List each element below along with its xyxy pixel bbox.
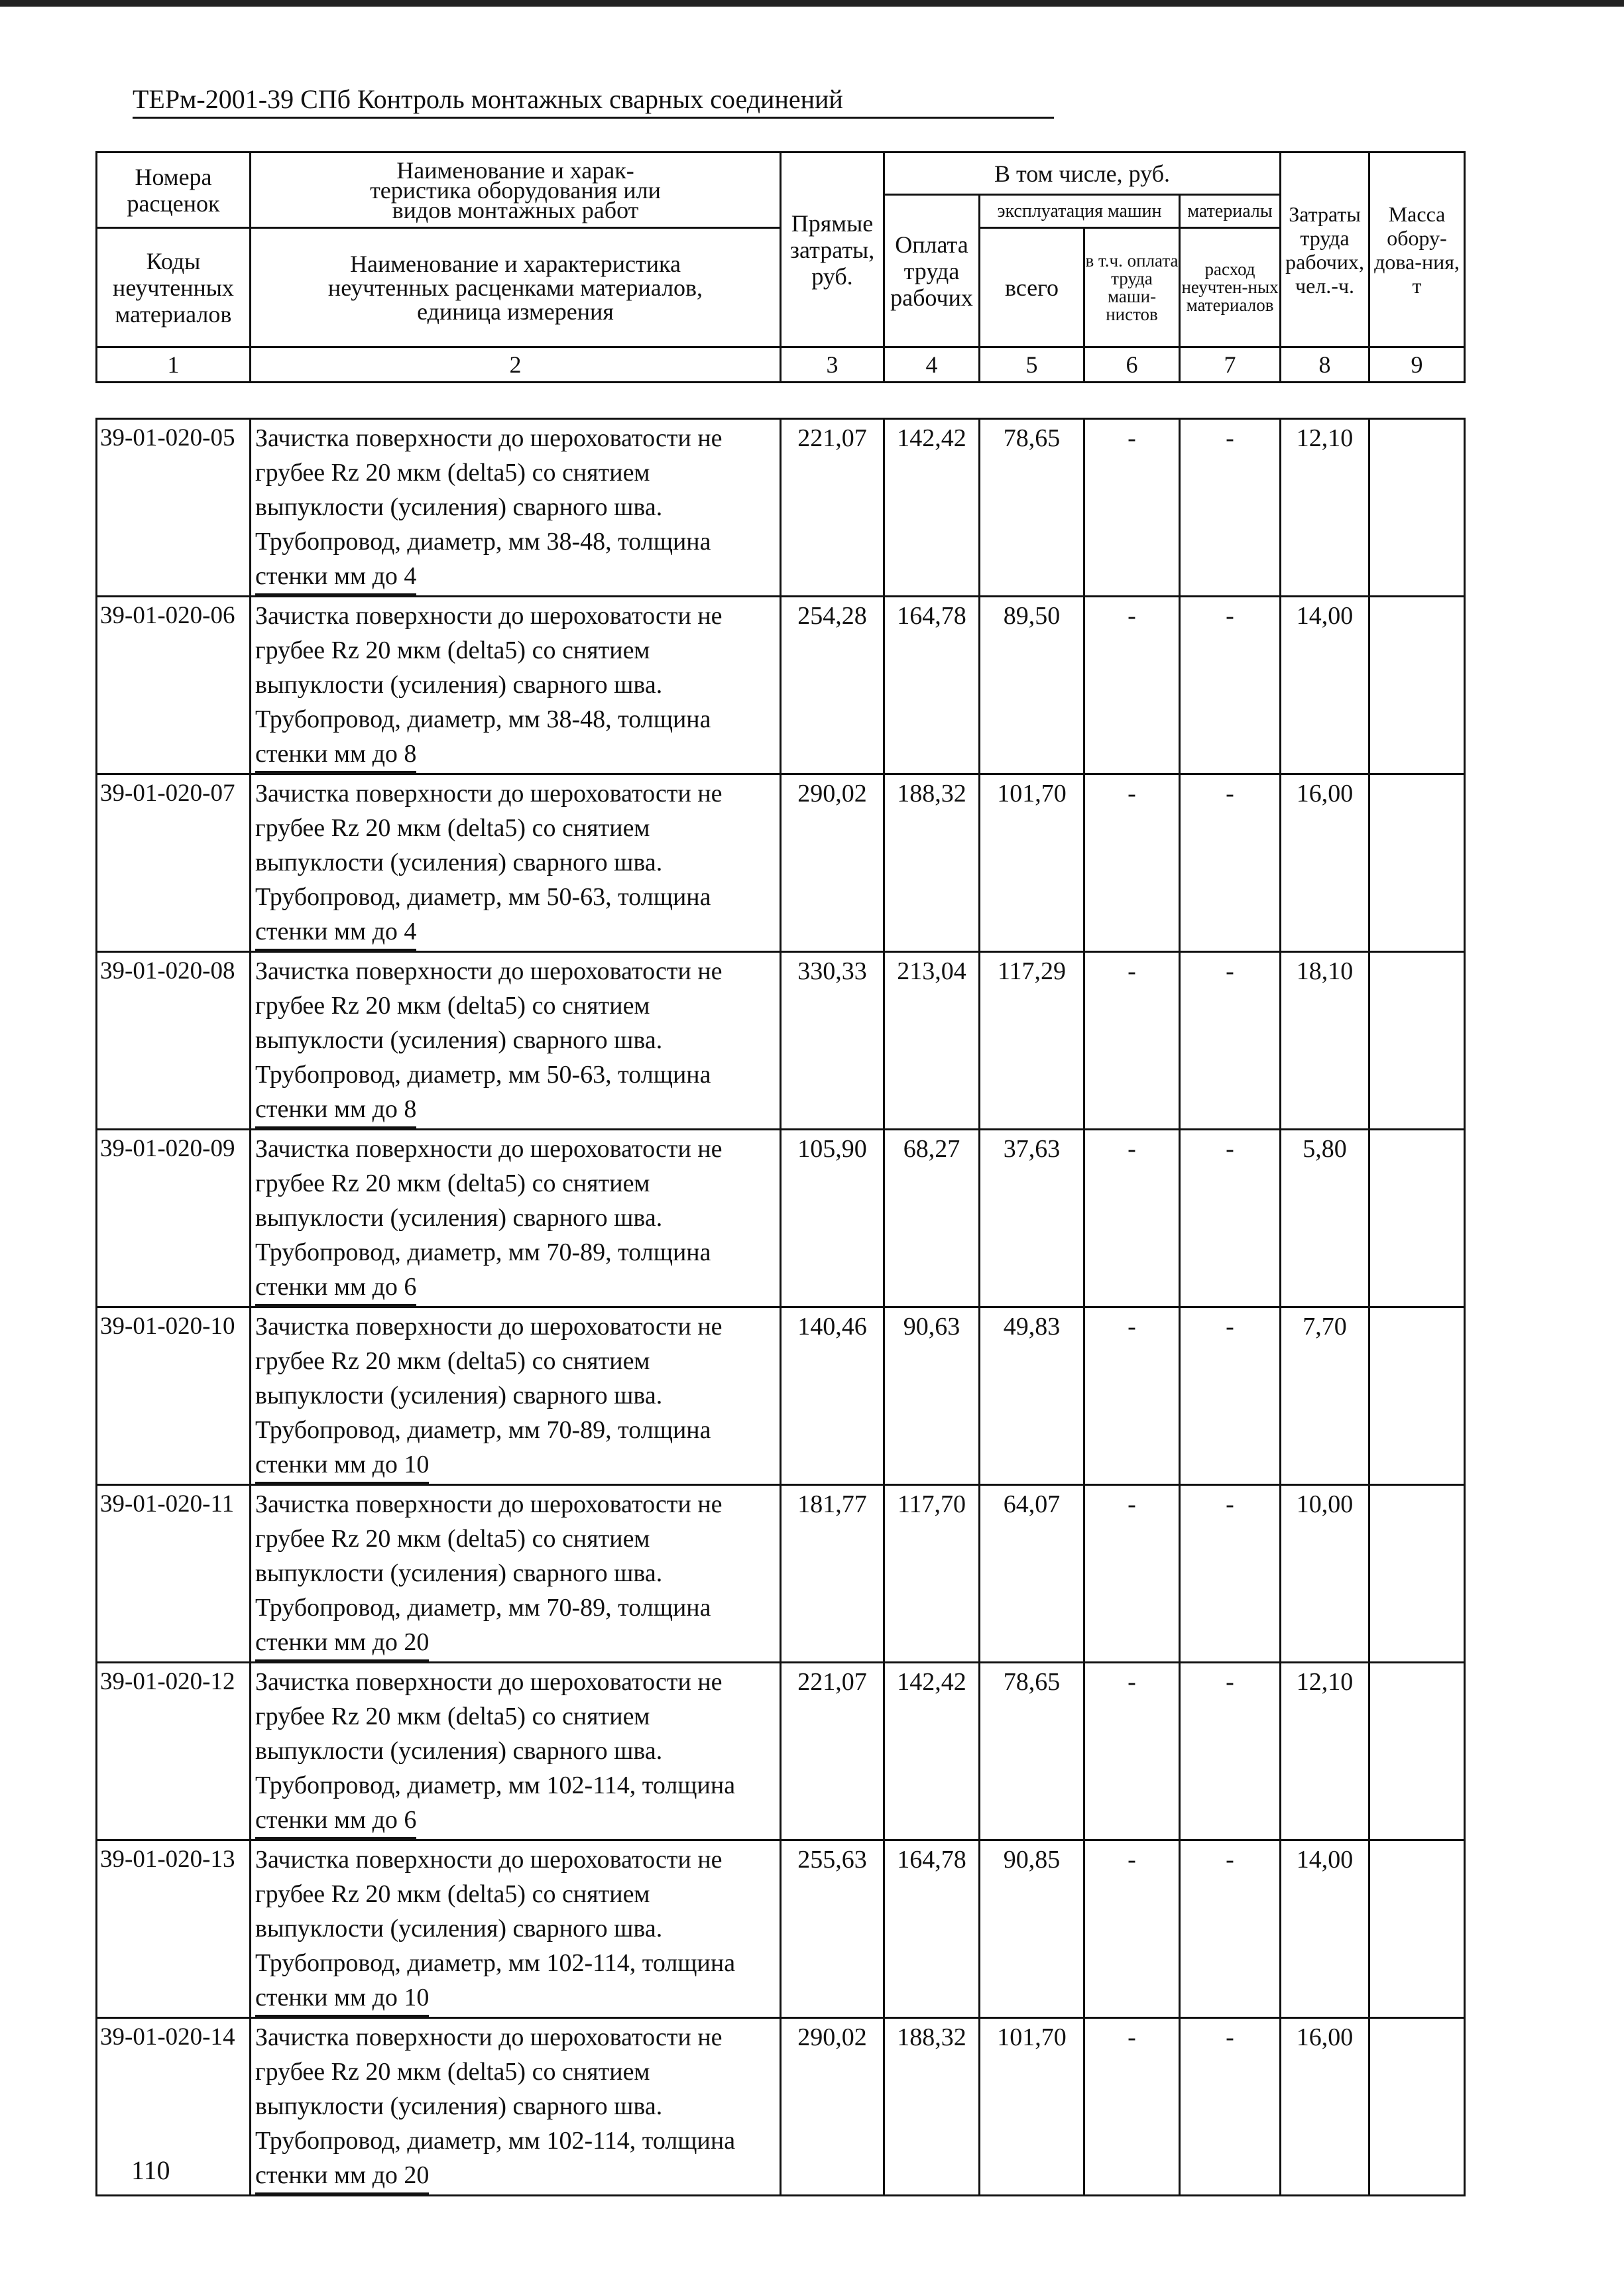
description-line: Трубопровод, диаметр, мм 102-114, толщина [255,1771,736,1799]
description-line: выпуклости (усиления) сварного шва. [255,493,663,521]
unaccounted-materials: - [1180,1307,1281,1485]
description-line: выпуклости (усиления) сварного шва. [255,1382,663,1409]
description-line: выпуклости (усиления) сварного шва. [255,1915,663,1943]
description-line: стенки мм до 6 [255,1270,416,1306]
header-material-name-line1: Наименование и характеристика [350,250,681,277]
description-line: Трубопровод, диаметр, мм 70-89, толщина [255,1594,711,1622]
labor-hours: 14,00 [1281,597,1369,774]
machinists-pay: - [1084,1485,1180,1663]
header-material-name [251,228,781,347]
header-rate-numbers: Номера расценок [97,152,251,228]
description-line: грубее Rz 20 мкм (delta5) со снятием [255,1347,650,1375]
machinists-pay: - [1084,597,1180,774]
work-description [251,774,781,952]
rate-code: 39-01-020-06 [97,597,251,774]
equipment-mass [1369,774,1465,952]
header-number-8: 8 [1281,347,1369,383]
direct-costs: 290,02 [781,2018,884,2196]
direct-costs: 255,63 [781,1840,884,2018]
labor-pay: 188,32 [884,774,980,952]
description-line: стенки мм до 6 [255,1803,416,1839]
header-work-name-line3: видов монтажных работ [392,196,639,223]
unaccounted-materials: - [1180,1130,1281,1307]
description-line: выпуклости (усиления) сварного шва. [255,1204,663,1232]
unaccounted-materials: - [1180,774,1281,952]
machines-total: 64,07 [980,1485,1084,1663]
table-row [97,1663,1465,1840]
header-material-name-line2: неучтенных расценками материалов, [327,274,703,301]
machinists-pay: - [1084,774,1180,952]
machinists-pay: - [1084,952,1180,1130]
labor-pay: 117,70 [884,1485,980,1663]
header-unaccounted-materials: расход неучтен-ных материалов [1180,228,1281,347]
header-labor-pay: Оплата труда рабочих [884,195,980,347]
machinists-pay: - [1084,1130,1180,1307]
header-including-group: В том числе, руб. [884,152,1281,195]
machines-total: 101,70 [980,2018,1084,2196]
header-material-codes: Коды неучтенных материалов [97,228,251,347]
description-line: грубее Rz 20 мкм (delta5) со снятием [255,1880,650,1908]
rate-code: 39-01-020-05 [97,419,251,597]
unaccounted-materials: - [1180,1840,1281,2018]
direct-costs: 105,90 [781,1130,884,1307]
rate-code: 39-01-020-09 [97,1130,251,1307]
header-work-name-line1: Наименование и харак- [396,156,634,184]
description-line: Трубопровод, диаметр, мм 70-89, толщина [255,1416,711,1444]
description-line: Зачистка поверхности до шероховатости не [255,957,723,985]
equipment-mass [1369,419,1465,597]
rate-code: 39-01-020-14 [97,2018,251,2196]
header-material-name-line3: единица измерения [417,298,614,325]
header-number-4: 4 [884,347,980,383]
description-line: грубее Rz 20 мкм (delta5) со снятием [255,814,650,842]
rates-table [95,418,1466,2196]
description-line: Зачистка поверхности до шероховатости не [255,1490,723,1518]
header-machinists-pay: в т.ч. оплата труда маши-нистов [1084,228,1180,347]
description-line: выпуклости (усиления) сварного шва. [255,849,663,876]
labor-pay: 142,42 [884,419,980,597]
direct-costs: 140,46 [781,1307,884,1485]
description-line: Зачистка поверхности до шероховатости не [255,424,723,452]
work-description [251,2018,781,2196]
machines-total: 117,29 [980,952,1084,1130]
description-line: стенки мм до 20 [255,1625,429,1661]
work-description [251,1485,781,1663]
description-line: Зачистка поверхности до шероховатости не [255,1313,723,1341]
labor-hours: 12,10 [1281,1663,1369,1840]
header-number-2: 2 [251,347,781,383]
page-number: 110 [131,2155,170,2185]
work-description [251,1663,781,1840]
description-line: Трубопровод, диаметр, мм 50-63, толщина [255,1061,711,1089]
unaccounted-materials: - [1180,1485,1281,1663]
direct-costs: 221,07 [781,1663,884,1840]
header-number-3: 3 [781,347,884,383]
equipment-mass [1369,1840,1465,2018]
header-materials-group: материалы [1180,195,1281,228]
unaccounted-materials: - [1180,952,1281,1130]
description-line: Трубопровод, диаметр, мм 102-114, толщина [255,1949,736,1977]
description-line: Зачистка поверхности до шероховатости не [255,1668,723,1696]
direct-costs: 290,02 [781,774,884,952]
description-line: Зачистка поверхности до шероховатости не [255,2023,723,2051]
work-description [251,1840,781,2018]
description-line: грубее Rz 20 мкм (delta5) со снятием [255,1169,650,1197]
description-line: Трубопровод, диаметр, мм 102-114, толщина [255,2127,736,2155]
machines-total: 78,65 [980,419,1084,597]
header-machines-group: эксплуатация машин [980,195,1180,228]
labor-hours: 7,70 [1281,1307,1369,1485]
equipment-mass [1369,1485,1465,1663]
equipment-mass [1369,597,1465,774]
header-number-7: 7 [1180,347,1281,383]
header-number-6: 6 [1084,347,1180,383]
work-description [251,597,781,774]
table-row [97,1485,1465,1663]
machines-total: 90,85 [980,1840,1084,2018]
table-row [97,1840,1465,2018]
table-row [97,419,1465,597]
labor-hours: 14,00 [1281,1840,1369,2018]
unaccounted-materials: - [1180,597,1281,774]
labor-pay: 142,42 [884,1663,980,1840]
header-work-name [251,152,781,228]
table-row [97,1130,1465,1307]
description-line: Зачистка поверхности до шероховатости не [255,1135,723,1163]
header-number-5: 5 [980,347,1084,383]
header-number-9: 9 [1369,347,1465,383]
labor-hours: 10,00 [1281,1485,1369,1663]
description-line: стенки мм до 4 [255,914,416,951]
description-line: грубее Rz 20 мкм (delta5) со снятием [255,992,650,1020]
header-number-1: 1 [97,347,251,383]
labor-pay: 164,78 [884,1840,980,2018]
description-line: грубее Rz 20 мкм (delta5) со снятием [255,2058,650,2086]
machines-total: 37,63 [980,1130,1084,1307]
direct-costs: 181,77 [781,1485,884,1663]
machinists-pay: - [1084,1840,1180,2018]
machinists-pay: - [1084,2018,1180,2196]
header-work-name-line2: теристика оборудования или [370,176,661,204]
unaccounted-materials: - [1180,1663,1281,1840]
direct-costs: 254,28 [781,597,884,774]
description-line: Трубопровод, диаметр, мм 70-89, толщина [255,1238,711,1266]
equipment-mass [1369,2018,1465,2196]
machines-total: 89,50 [980,597,1084,774]
top-border-line [0,0,1624,7]
direct-costs: 221,07 [781,419,884,597]
table-row [97,952,1465,1130]
description-line: грубее Rz 20 мкм (delta5) со снятием [255,459,650,487]
description-line: Трубопровод, диаметр, мм 38-48, толщина [255,528,711,556]
unaccounted-materials: - [1180,419,1281,597]
header-direct-costs: Прямые затраты, руб. [781,152,884,347]
description-line: выпуклости (усиления) сварного шва. [255,671,663,699]
machines-total: 78,65 [980,1663,1084,1840]
equipment-mass [1369,1663,1465,1840]
description-line: грубее Rz 20 мкм (delta5) со снятием [255,636,650,664]
equipment-mass [1369,1307,1465,1485]
header-labor-hours: Затраты труда рабочих, чел.-ч. [1281,152,1369,347]
work-description [251,952,781,1130]
work-description [251,1130,781,1307]
description-line: Трубопровод, диаметр, мм 50-63, толщина [255,883,711,911]
description-line: Зачистка поверхности до шероховатости не [255,602,723,630]
rate-code: 39-01-020-12 [97,1663,251,1840]
rate-code: 39-01-020-10 [97,1307,251,1485]
labor-hours: 16,00 [1281,774,1369,952]
work-description [251,1307,781,1485]
header-machines-total: всего [980,228,1084,347]
labor-pay: 188,32 [884,2018,980,2196]
description-line: выпуклости (усиления) сварного шва. [255,1559,663,1587]
labor-pay: 164,78 [884,597,980,774]
labor-pay: 68,27 [884,1130,980,1307]
unaccounted-materials: - [1180,2018,1281,2196]
table-row [97,597,1465,774]
table-row [97,2018,1465,2196]
description-line: выпуклости (усиления) сварного шва. [255,1026,663,1054]
work-description [251,419,781,597]
equipment-mass [1369,952,1465,1130]
description-line: Зачистка поверхности до шероховатости не [255,780,723,808]
description-line: стенки мм до 8 [255,1092,416,1128]
labor-hours: 18,10 [1281,952,1369,1130]
description-line: выпуклости (усиления) сварного шва. [255,1737,663,1765]
description-line: стенки мм до 4 [255,559,416,595]
labor-pay: 213,04 [884,952,980,1130]
description-line: стенки мм до 20 [255,2158,429,2194]
machinists-pay: - [1084,1307,1180,1485]
description-line: выпуклости (усиления) сварного шва. [255,2092,663,2120]
description-line: грубее Rz 20 мкм (delta5) со снятием [255,1525,650,1553]
table-header [95,151,1466,383]
machines-total: 101,70 [980,774,1084,952]
description-line: Зачистка поверхности до шероховатости не [255,1846,723,1874]
rate-code: 39-01-020-08 [97,952,251,1130]
description-line: стенки мм до 10 [255,1980,429,2017]
description-line: стенки мм до 8 [255,737,416,773]
equipment-mass [1369,1130,1465,1307]
page-title: ТЕРм-2001-39 СПб Контроль монтажных сварных соединений [133,82,1054,119]
labor-hours: 12,10 [1281,419,1369,597]
description-line: стенки мм до 10 [255,1447,429,1484]
labor-hours: 16,00 [1281,2018,1369,2196]
machines-total: 49,83 [980,1307,1084,1485]
machinists-pay: - [1084,1663,1180,1840]
machinists-pay: - [1084,419,1180,597]
labor-hours: 5,80 [1281,1130,1369,1307]
table-row [97,774,1465,952]
header-equipment-mass: Масса обору-дова-ния, т [1369,152,1465,347]
rate-code: 39-01-020-07 [97,774,251,952]
description-line: Трубопровод, диаметр, мм 38-48, толщина [255,705,711,733]
description-line: грубее Rz 20 мкм (delta5) со снятием [255,1703,650,1730]
rate-code: 39-01-020-13 [97,1840,251,2018]
direct-costs: 330,33 [781,952,884,1130]
rate-code: 39-01-020-11 [97,1485,251,1663]
table-row [97,1307,1465,1485]
labor-pay: 90,63 [884,1307,980,1485]
